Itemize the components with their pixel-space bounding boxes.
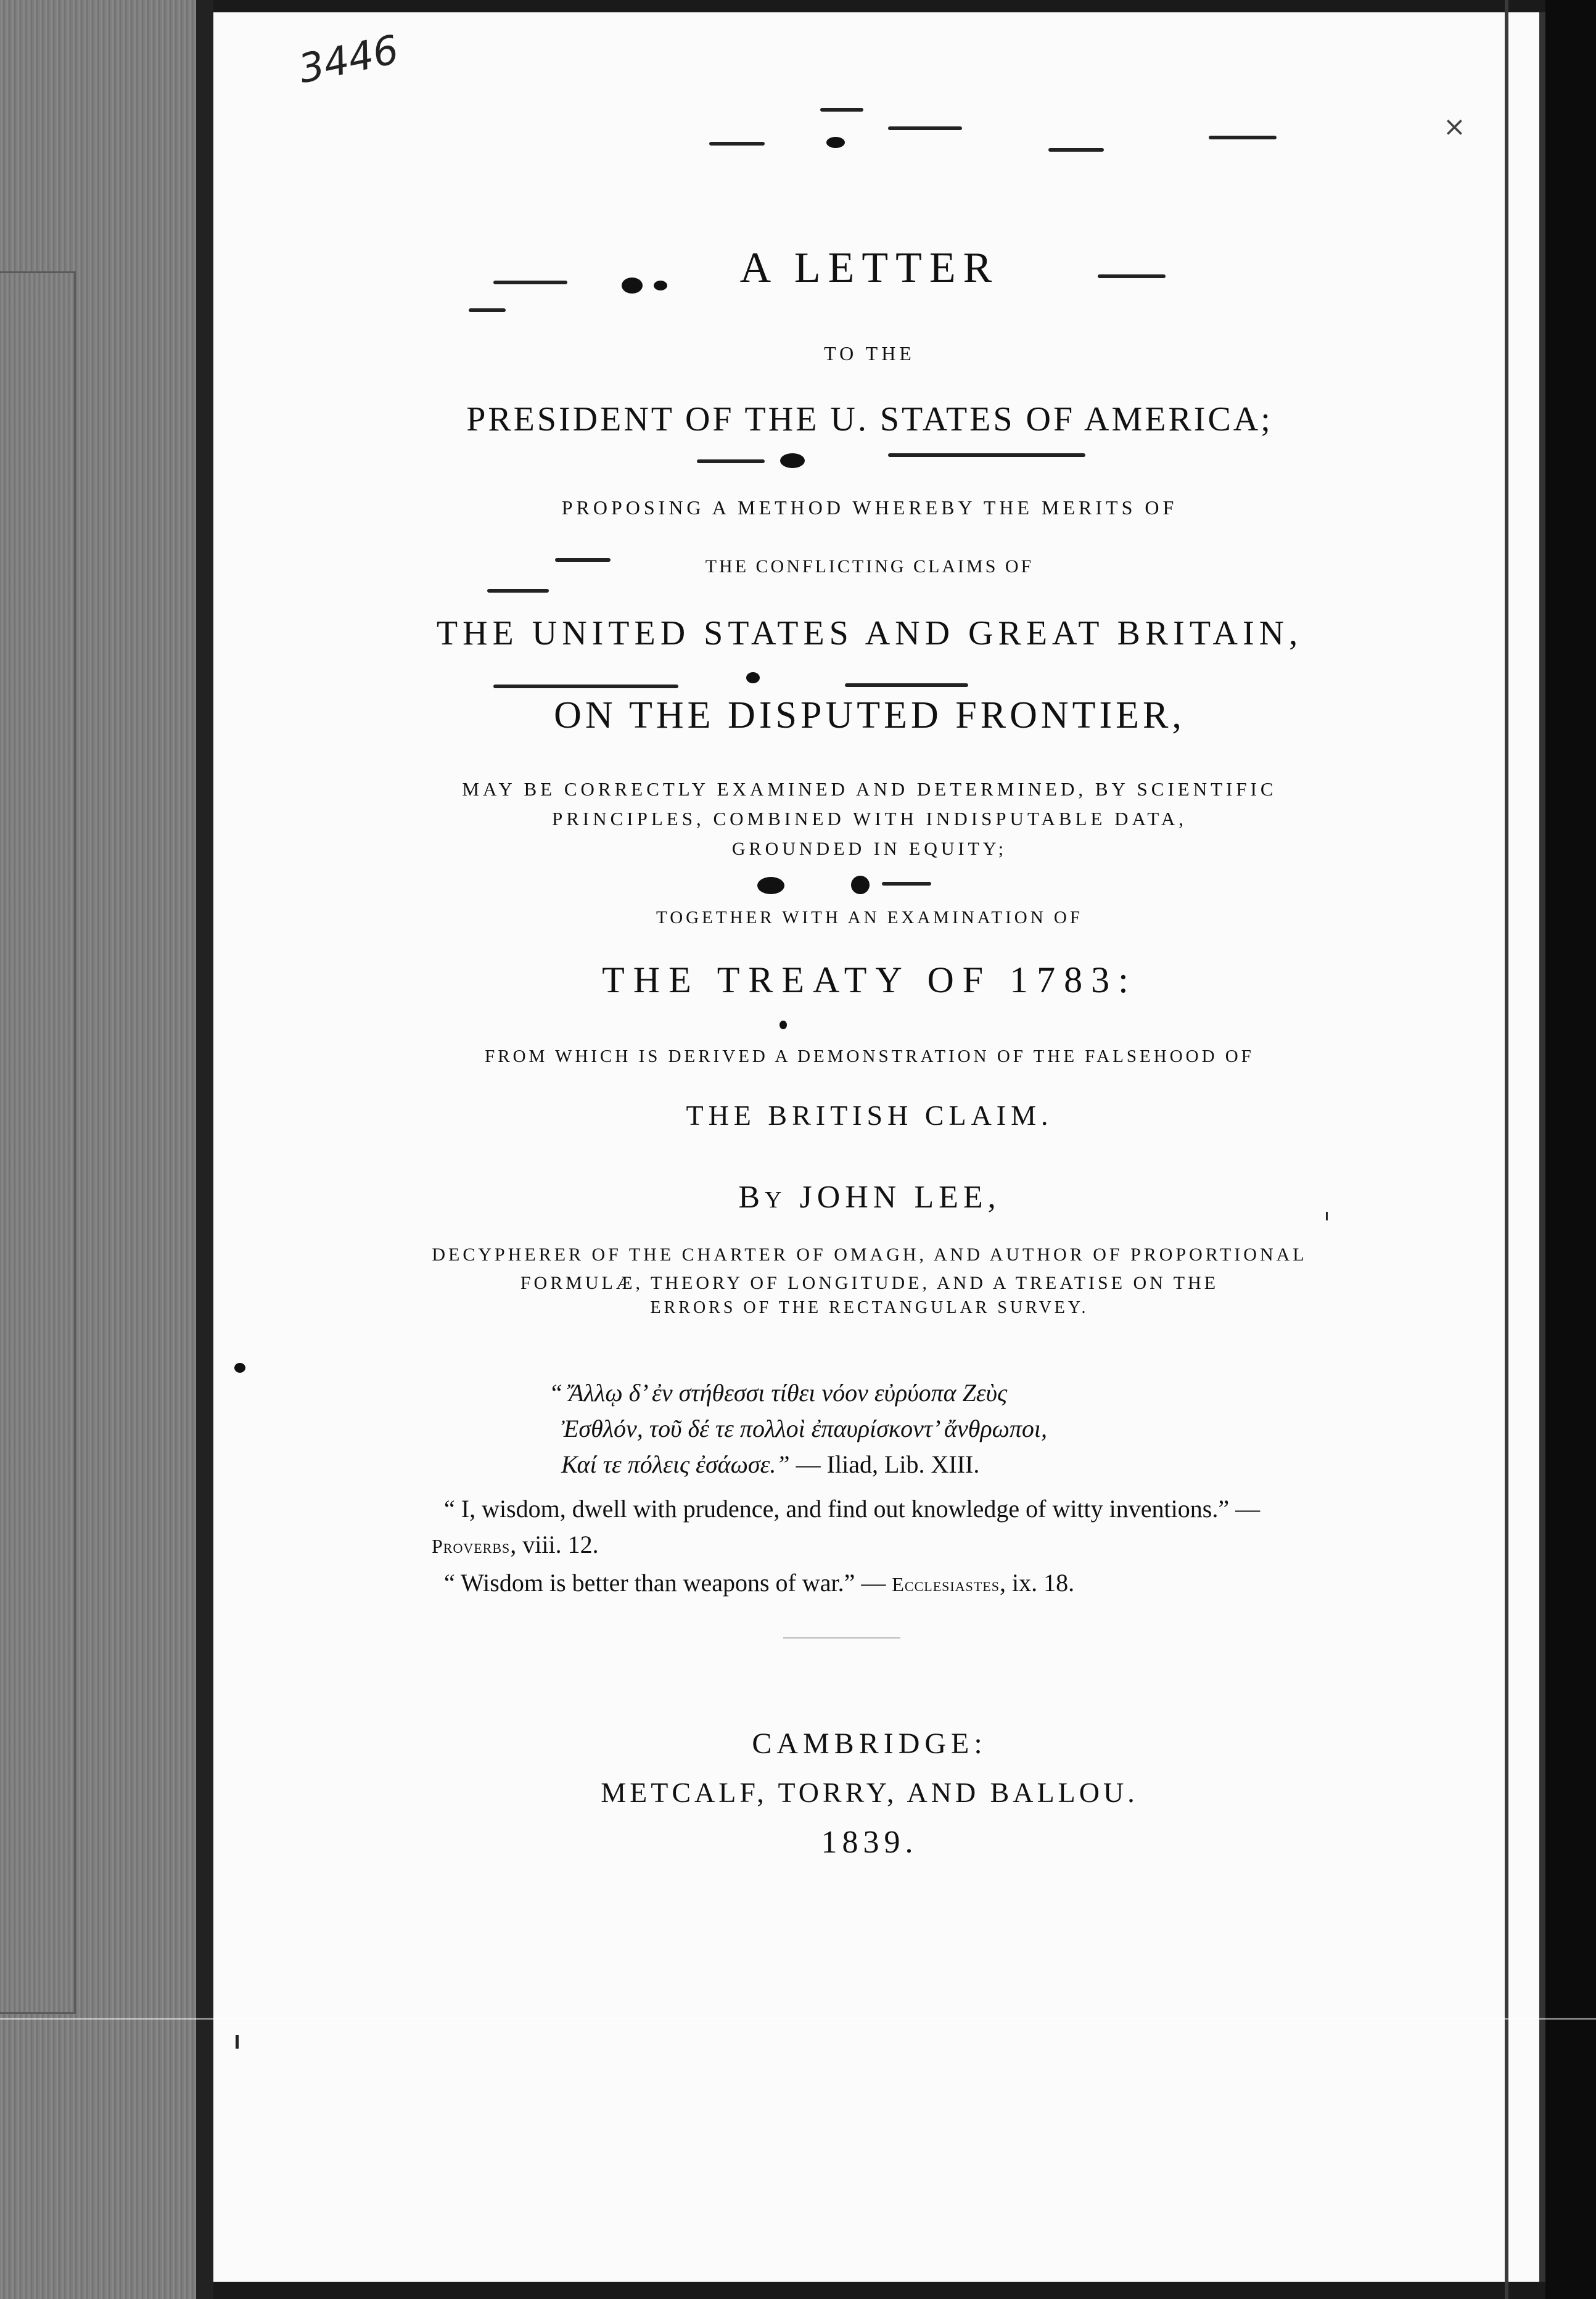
epigraph-ecclesiastes xyxy=(432,1565,1332,1602)
ink-stain xyxy=(1209,136,1277,139)
scan-artifact-line xyxy=(0,2018,1596,2020)
addressee: PRESIDENT OF THE U. STATES OF AMERICA; xyxy=(466,400,1273,438)
ink-blot xyxy=(779,1021,787,1029)
method-line-1: MAY BE CORRECTLY EXAMINED AND DETERMINED, BY SCIENTIFIC xyxy=(462,778,1277,800)
divider-rule xyxy=(783,1637,900,1639)
author-name: JOHN LEE, xyxy=(799,1180,1001,1215)
demonstration-line: FROM WHICH IS DERIVED A DEMONSTRATION OF THE FALSEHOOD OF xyxy=(485,1047,1254,1066)
credentials-line-2: FORMULÆ, THEORY OF LONGITUDE, AND A TREATISE ON THE xyxy=(520,1273,1219,1293)
method-line-3: GROUNDED IN EQUITY; xyxy=(731,839,1008,859)
ecclesiastes-quote: “ Wisdom is better than weapons of war.” — xyxy=(444,1569,892,1597)
ecclesiastes-reference-tail: , ix. 18. xyxy=(999,1569,1075,1597)
iliad-reference: — Iliad, Lib. XIII. xyxy=(789,1450,980,1478)
ink-stain xyxy=(469,308,506,312)
ink-stain xyxy=(697,459,765,463)
page-edge-line xyxy=(1505,0,1508,2299)
ink-stain xyxy=(888,453,1085,457)
imprint-city: CAMBRIDGE: xyxy=(752,1727,987,1760)
epigraph-iliad xyxy=(432,1375,1437,1483)
treaty-heading: THE TREATY OF 1783: xyxy=(602,960,1137,1000)
conflicting-claims-line: THE CONFLICTING CLAIMS OF xyxy=(705,556,1034,577)
scan-border xyxy=(1545,0,1596,2299)
ink-blot xyxy=(234,1363,245,1373)
title: A LETTER xyxy=(739,244,1000,292)
ink-stain xyxy=(709,142,765,146)
imprint-year: 1839. xyxy=(821,1825,918,1860)
parties-line: THE UNITED STATES AND GREAT BRITAIN, xyxy=(436,614,1303,652)
binding-edge xyxy=(196,0,213,2299)
ink-stain xyxy=(845,683,968,687)
ink-stain xyxy=(888,126,962,130)
ink-stain xyxy=(882,882,931,886)
epigraph-proverbs xyxy=(432,1491,1320,1564)
together-line: TOGETHER WITH AN EXAMINATION OF xyxy=(656,908,1083,927)
ink-stain xyxy=(1048,148,1104,152)
binding-panel xyxy=(0,271,76,2014)
ink-stain xyxy=(493,685,678,688)
credentials-line-3: ERRORS OF THE RECTANGULAR SURVEY. xyxy=(650,1298,1089,1317)
method-line-2: PRINCIPLES, COMBINED WITH INDISPUTABLE DATA, xyxy=(551,808,1188,829)
margin-tick xyxy=(1326,1212,1328,1220)
proverbs-reference: Proverbs xyxy=(432,1535,511,1557)
british-claim-heading: THE BRITISH CLAIM. xyxy=(686,1100,1053,1131)
by-word: B xyxy=(738,1180,765,1215)
disputed-frontier-line: ON THE DISPUTED FRONTIER, xyxy=(554,694,1185,736)
ink-blot xyxy=(780,453,805,468)
greek-line-1: “ Ἄλλῳ δ’ ἐν στήθεσσι τίθει νόον εὐρύοπα Ζεὺς xyxy=(549,1379,1008,1407)
handwritten-number: 3446 xyxy=(295,27,403,93)
imprint-publisher: METCALF, TORRY, AND BALLOU. xyxy=(601,1777,1138,1808)
ink-blot xyxy=(746,672,760,683)
ink-blot xyxy=(757,877,784,894)
ink-stain xyxy=(820,108,863,112)
pencil-cross-mark: × xyxy=(1443,111,1466,142)
greek-line-3-wrap xyxy=(549,1447,1437,1483)
margin-tick xyxy=(236,2035,239,2049)
author-line xyxy=(370,1179,1369,1215)
greek-line-2: Ἐσθλόν, τοῦ δέ τε πολλοὶ ἐπαυρίσκοντ’ ἄνθρωποι, xyxy=(561,1415,1048,1442)
ink-stain xyxy=(487,589,549,593)
credentials-line-1: DECYPHERER OF THE CHARTER OF OMAGH, AND AUTHOR OF PROPORTIONAL xyxy=(432,1244,1307,1265)
proverbs-reference-tail: , viii. 12. xyxy=(510,1531,599,1558)
by-word-small: Y xyxy=(765,1187,787,1213)
ink-blot xyxy=(826,137,845,148)
book-binding xyxy=(0,0,213,2299)
greek-line-3: Καί τε πόλεις ἐσάωσε.” xyxy=(561,1450,790,1478)
proverbs-quote: “ I, wisdom, dwell with prudence, and find out knowledge of witty inventions.” — xyxy=(444,1495,1261,1523)
proposing-line: PROPOSING A METHOD WHEREBY THE MERITS OF xyxy=(561,496,1178,519)
to-line: TO THE xyxy=(824,342,915,364)
ink-blot xyxy=(851,876,870,894)
ecclesiastes-reference: Ecclesiastes xyxy=(892,1573,1000,1595)
